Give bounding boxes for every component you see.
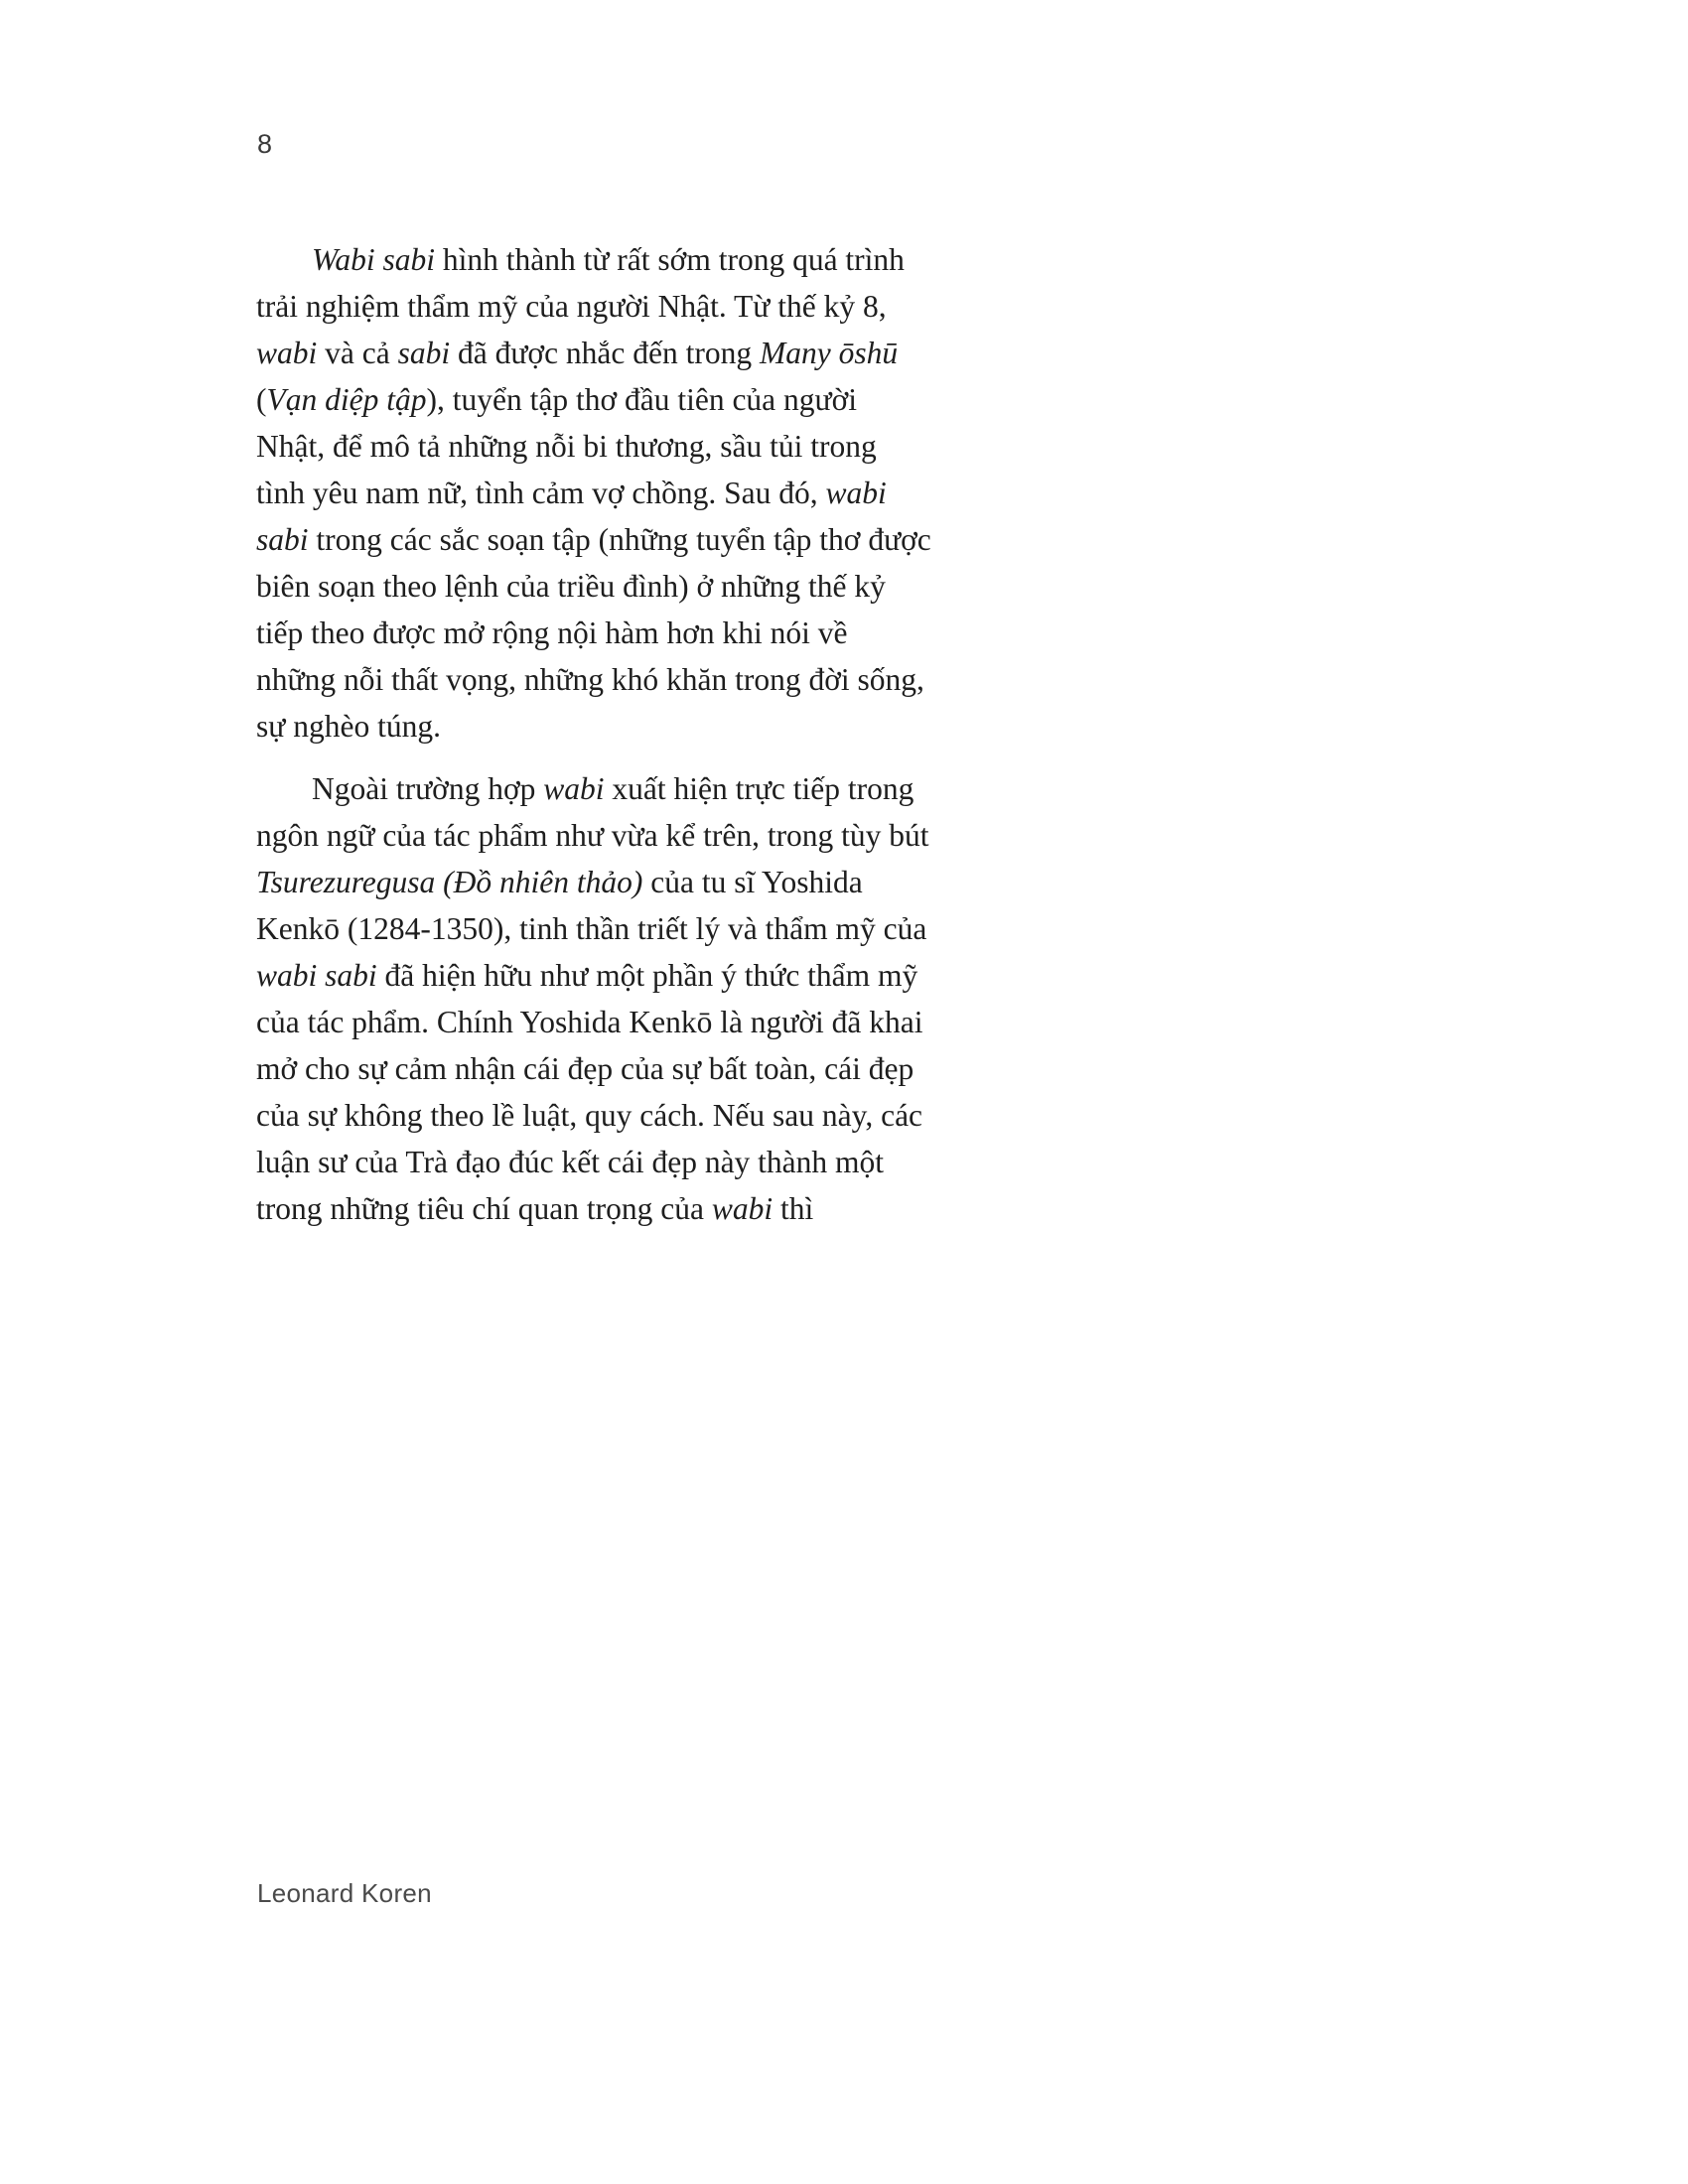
italic-text-run: wabi — [543, 771, 605, 806]
text-run: Ngoài trường hợp — [312, 771, 544, 806]
paragraph — [256, 236, 931, 750]
paragraph — [256, 765, 931, 1232]
italic-text-run: Tsurezuregusa (Đồ nhiên thảo) — [256, 865, 643, 899]
italic-text-run: wabi sabi — [256, 476, 887, 557]
text-run: thì — [773, 1191, 814, 1226]
italic-text-run: Vạn diệp tập — [266, 382, 427, 417]
text-run: ), tuyển tập thơ đầu tiên của người Nhật, để mô tả những nỗi bi thương, sầu tủi trong tình yêu nam nữ, tình cảm vợ chồng. Sau đó, — [256, 382, 877, 510]
italic-text-run: Many ōshū — [760, 336, 899, 370]
italic-text-run: wabi — [256, 336, 318, 370]
italic-text-run: wabi sabi — [256, 958, 377, 993]
italic-text-run: wabi — [711, 1191, 774, 1226]
footer-author: Leonard Koren — [257, 1878, 432, 1908]
page-number: 8 — [257, 129, 273, 159]
text-run: xuất hiện trực tiếp trong ngôn ngữ của tác phẩm như vừa kể trên, trong tùy bút — [256, 771, 929, 853]
text-run: đã hiện hữu như một phần ý thức thẩm mỹ của tác phẩm. Chính Yoshida Kenkō là người đã khai mở cho sự cảm nhận cái đẹp của sự bất toàn, cái đẹp của sự không theo lề luật, quy cách. Nếu sau này, các luận sư của Trà đạo đúc kết cái đẹp này thành một trong những tiêu chí quan trọng của — [256, 958, 923, 1226]
italic-text-run: Wabi sabi — [312, 242, 435, 277]
text-run: của tu sĩ Yoshida Kenkō (1284-1350), tinh thần triết lý và thẩm mỹ của — [256, 865, 927, 946]
text-run: trong các sắc soạn tập (những tuyển tập thơ được biên soạn theo lệnh của triều đình) ở những thế kỷ tiếp theo được mở rộng nội hàm hơn khi nói về những nỗi thất vọng, những khó khăn trong đời sống, sự nghèo túng. — [256, 522, 931, 744]
text-run: ( — [256, 382, 267, 417]
body-text — [256, 236, 931, 1248]
text-run: và cả — [317, 336, 398, 370]
italic-text-run: sabi — [397, 336, 451, 370]
text-run: hình thành từ rất sớm trong quá trình trải nghiệm thẩm mỹ của người Nhật. Từ thế kỷ 8, — [256, 242, 905, 324]
text-run: đã được nhắc đến trong — [450, 336, 760, 370]
